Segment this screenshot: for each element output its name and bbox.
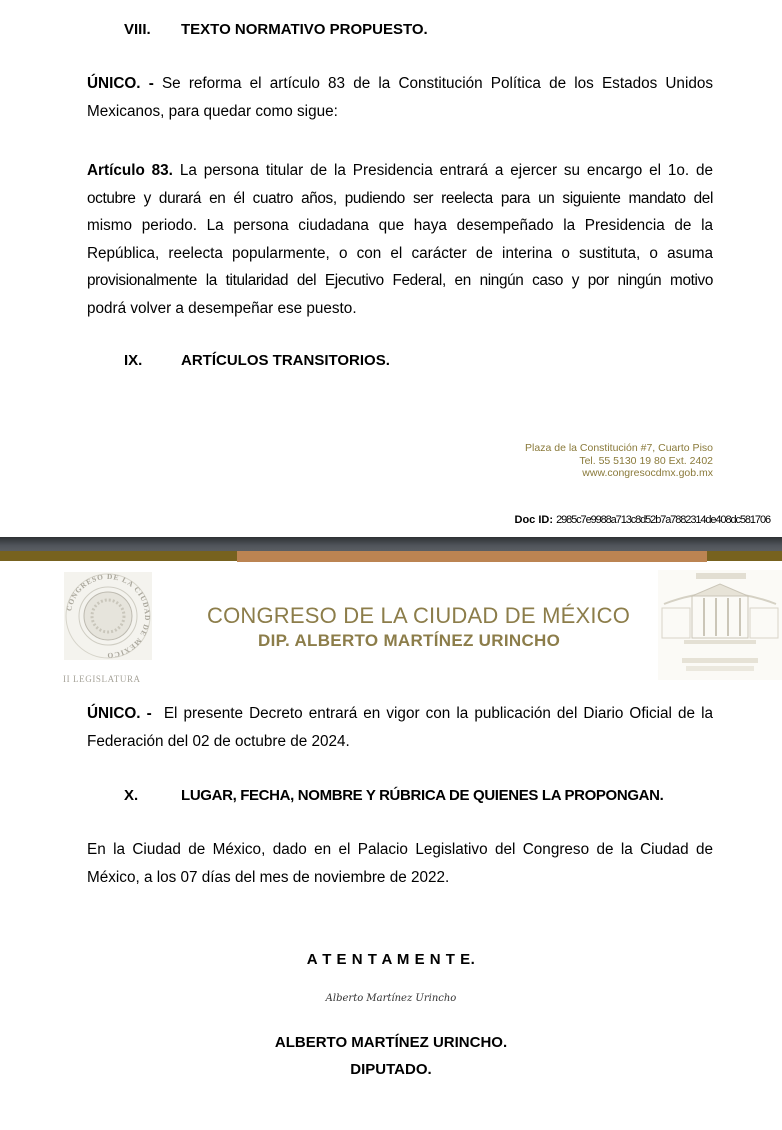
paragraph-line: Se reforma el artículo 83 de la Constitución Política de los Estados Unidos [161, 75, 714, 92]
legislatura-label: II LEGISLATURA [63, 674, 141, 684]
doc-id-label: Doc ID: [514, 514, 554, 526]
section-ix-heading [124, 352, 390, 369]
unico-label: ÚNICO. - [87, 705, 152, 722]
paragraph-line: podrá volver a desempeñar ese puesto. [87, 299, 357, 317]
closing-paragraph [87, 836, 713, 891]
seal-ring-text-path: CONGRESO DE LA CIUDAD DE MEXICO [64, 571, 153, 661]
salutation: A T E N T A M E N T E. [306, 951, 476, 968]
section-x-heading [124, 787, 663, 804]
paragraph-line: República, reelecta popularmente, o con el carácter de interina o sustituta, o asuma [87, 244, 713, 262]
letterhead-subtitle: DIP. ALBERTO MARTÍNEZ URINCHO [258, 631, 561, 650]
paragraph-line: En la Ciudad de México, dado en el Palacio Legislativo del Congreso de la Ciudad de [87, 841, 713, 858]
section-number: X. [124, 787, 139, 804]
section-viii-heading [124, 21, 428, 38]
section-number: VIII. [124, 21, 151, 38]
footer-address-block [525, 442, 713, 480]
letterhead-copper-band [237, 551, 707, 562]
unico-transitorio-paragraph [87, 700, 713, 755]
articulo-label: Artículo 83. [87, 162, 173, 179]
footer-website[interactable]: www.congresocdmx.gob.mx [582, 467, 713, 479]
signer-name: ALBERTO MARTÍNEZ URINCHO. [274, 1034, 508, 1051]
footer-phone: Tel. 55 5130 19 80 Ext. 2402 [579, 454, 713, 467]
paragraph-line: México, a los 07 días del mes de noviembre de 2022. [87, 868, 450, 886]
section-number: IX. [124, 352, 143, 369]
section-title: TEXTO NORMATIVO PROPUESTO. [181, 21, 428, 38]
paragraph-line: El presente Decreto entrará en vigor con la publicación del Diario Oficial de la [163, 705, 713, 722]
footer-address: Plaza de la Constitución #7, Cuarto Piso [525, 442, 713, 454]
page-separator-bar [0, 537, 782, 551]
paragraph-line: Federación del 02 de octubre de 2024. [87, 732, 350, 750]
legislative-palace-logo [658, 570, 782, 680]
congress-seal-logo [62, 570, 154, 662]
handwritten-signature: Alberto Martínez Urincho [325, 993, 457, 1004]
articulo-83-paragraph [87, 157, 713, 322]
doc-id-value: 2985c7e9988a713c8d52b7a7882314de408dc581706 [556, 514, 770, 526]
paragraph-line: provisionalmente la titularidad del Ejecutivo Federal, en ningún caso y por ningún motivo [87, 272, 713, 289]
doc-id [515, 514, 770, 526]
unico-reform-paragraph [87, 70, 713, 125]
section-title: LUGAR, FECHA, NOMBRE Y RÚBRICA DE QUIENES LA PROPONGAN. [181, 787, 664, 804]
letterhead-title: CONGRESO DE LA CIUDAD DE MÉXICO [207, 603, 631, 628]
paragraph-line: mismo periodo. La persona ciudadana que haya desempeñado la Presidencia de la [87, 217, 713, 234]
unico-label: ÚNICO. - [87, 75, 154, 92]
paragraph-line: Mexicanos, para quedar como sigue: [87, 102, 338, 120]
paragraph-line: La persona titular de la Presidencia entrará a ejercer su encargo el 1o. de [179, 162, 714, 179]
section-title: ARTÍCULOS TRANSITORIOS. [181, 352, 390, 369]
signer-title: DIPUTADO. [350, 1061, 432, 1078]
paragraph-line: octubre y durará en él cuatro años, pudiendo ser reelecta para un siguiente mandato del [87, 189, 713, 207]
